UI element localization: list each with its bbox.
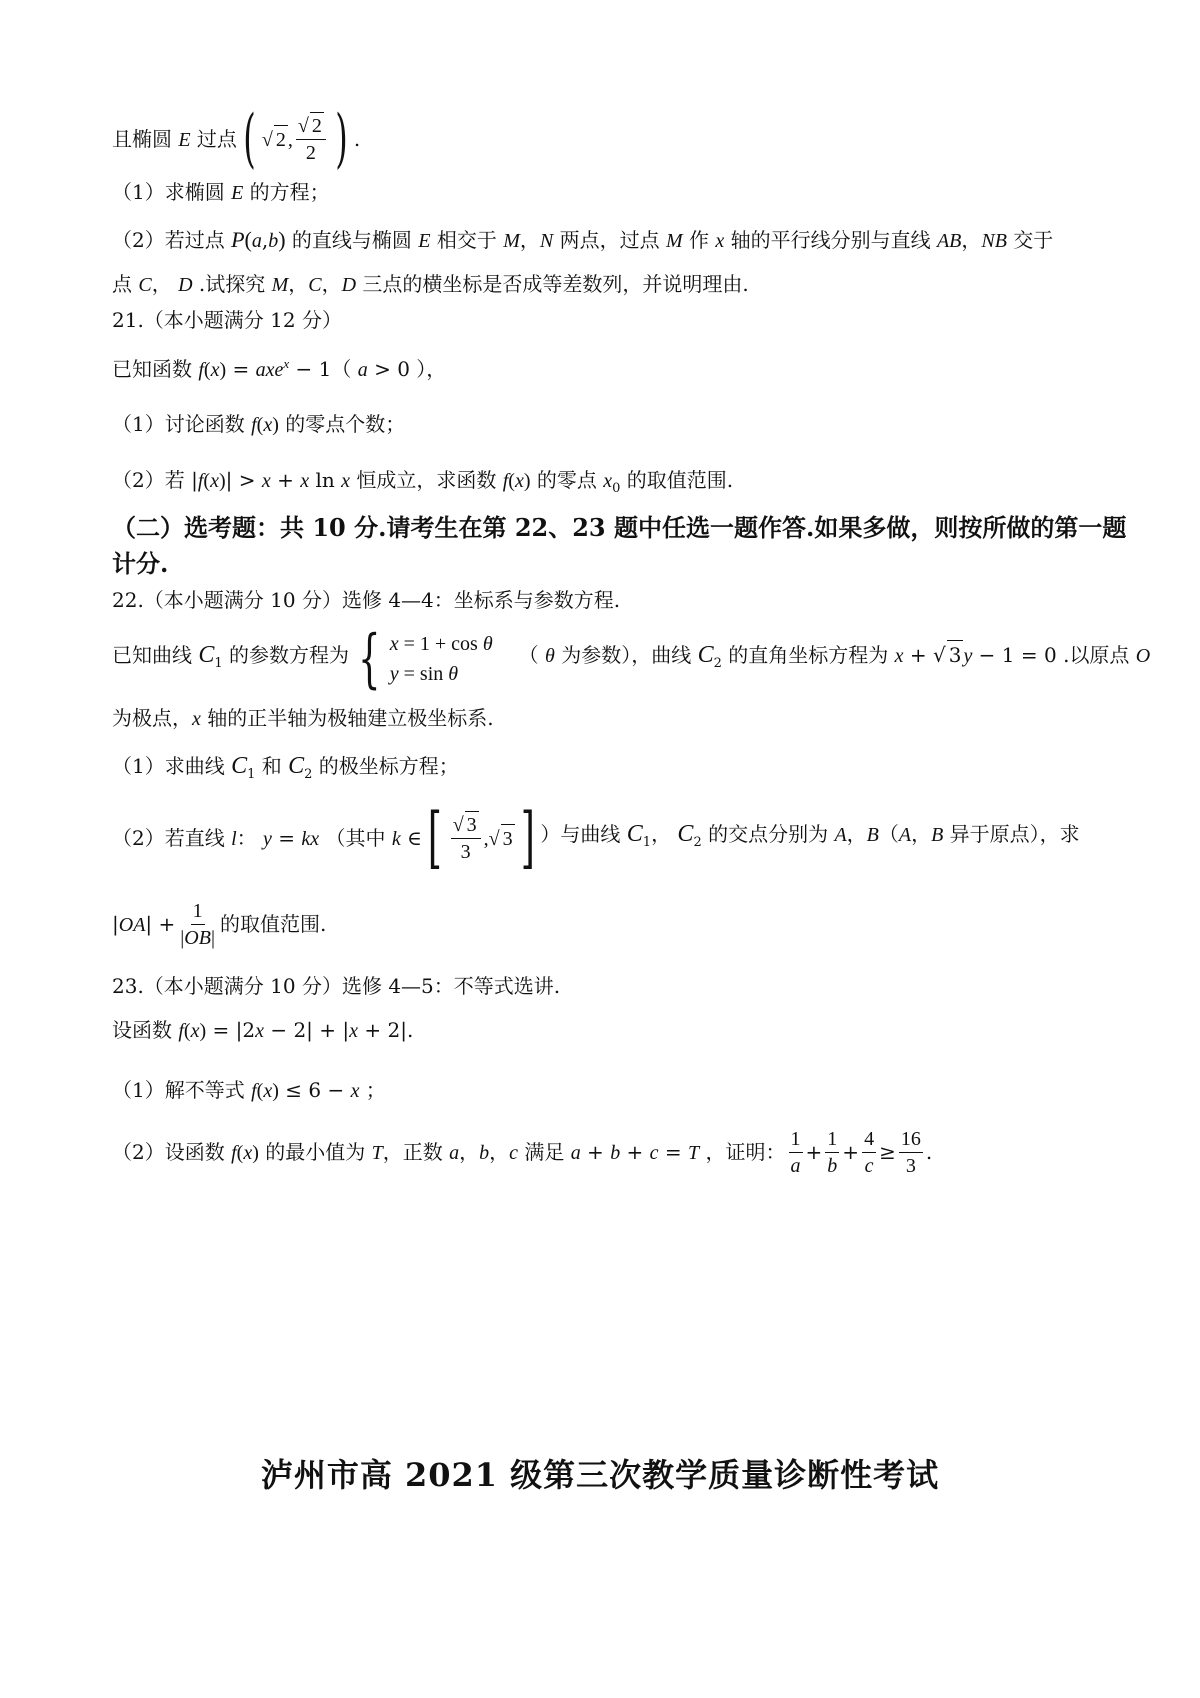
text-line-ellipse-point: 且椭圆 E 过点 ( √ 2 , $\frac{√ 2}{2}$ ) . (112, 102, 361, 176)
question-22-part-1: （1）求曲线 $C_1$ 和 $C_2$ 的极坐标方程； (112, 753, 459, 782)
question-23-stem: 设函数 f(x) = |2x − 2| + |x + 2|. (112, 1018, 414, 1042)
section-heading-elective: （二）选考题：共 10 分.请考生在第 22、23 题中任选一题作答.如果多做，则按所做的第一题 (112, 513, 1127, 542)
question-22-part-2: （2）若直线 l： y = kx （其中 k ∈ [ $\frac{√ 3}{3}$ ,√ 3 ] ）与曲线 $C_1$， $C_2$ 的交点分别为 A，B（A，B 异于原点），求 (112, 799, 1080, 876)
question-23-part-1: （1）解不等式 f(x) ≤ 6 − x ； (112, 1078, 386, 1102)
question-22-part-2-cont: |OA| + $\frac{1}{|OB|}$ 的取值范围. (112, 899, 327, 949)
exam-title: 泸州市高 2021 级第三次教学质量诊断性考试 (260, 1456, 940, 1494)
question-22-stem: 已知曲线 $C_1$ 的参数方程为 { x = 1 + cos θ y = sin θ （ θ 为参数），曲线 $C_2$ 的直角坐标方程为 x + √ 3 y − 1 = 0 .以原点 O (112, 622, 1151, 696)
question-21-stem: 已知函数 f(x) = axe$^x$ − 1（ a > 0 ）， (112, 356, 447, 381)
question-20-part-2: （2）若过点 P(a,b) 的直线与椭圆 E 相交于 M，N 两点，过点 M 作 x 轴的平行线分别与直线 AB，NB 交于 (112, 227, 1054, 252)
question-23-header: 23.（本小题满分 10 分）选修 4—5：不等式选讲. (112, 974, 561, 998)
question-22-header: 22.（本小题满分 10 分）选修 4—4：坐标系与参数方程. (112, 588, 621, 612)
question-23-part-2: （2）设函数 f(x) 的最小值为 T，正数 a，b，c 满足 a + b + c = T ，证明： $\frac{1}{a}$ + $\frac{1}{b}$ + $\frac{4}{c}$ ≥ $\frac{16}{3}$ . (112, 1127, 933, 1177)
question-22-stem-cont: 为极点，x 轴的正半轴为极轴建立极坐标系. (112, 706, 494, 730)
question-21-header: 21.（本小题满分 12 分） (112, 308, 342, 332)
question-20-part-2-cont: 点 C， D .试探究 M，C，D 三点的横坐标是否成等差数列，并说明理由. (112, 272, 749, 296)
question-21-part-2: （2）若 |f(x)| > x + x ln x 恒成立，求函数 f(x) 的零点 $x_0$ 的取值范围. (112, 468, 734, 496)
question-20-part-1: （1）求椭圆 E 的方程； (112, 180, 330, 204)
section-heading-elective-cont: 计分. (112, 549, 169, 578)
question-21-part-1: （1）讨论函数 f(x) 的零点个数； (112, 412, 406, 436)
